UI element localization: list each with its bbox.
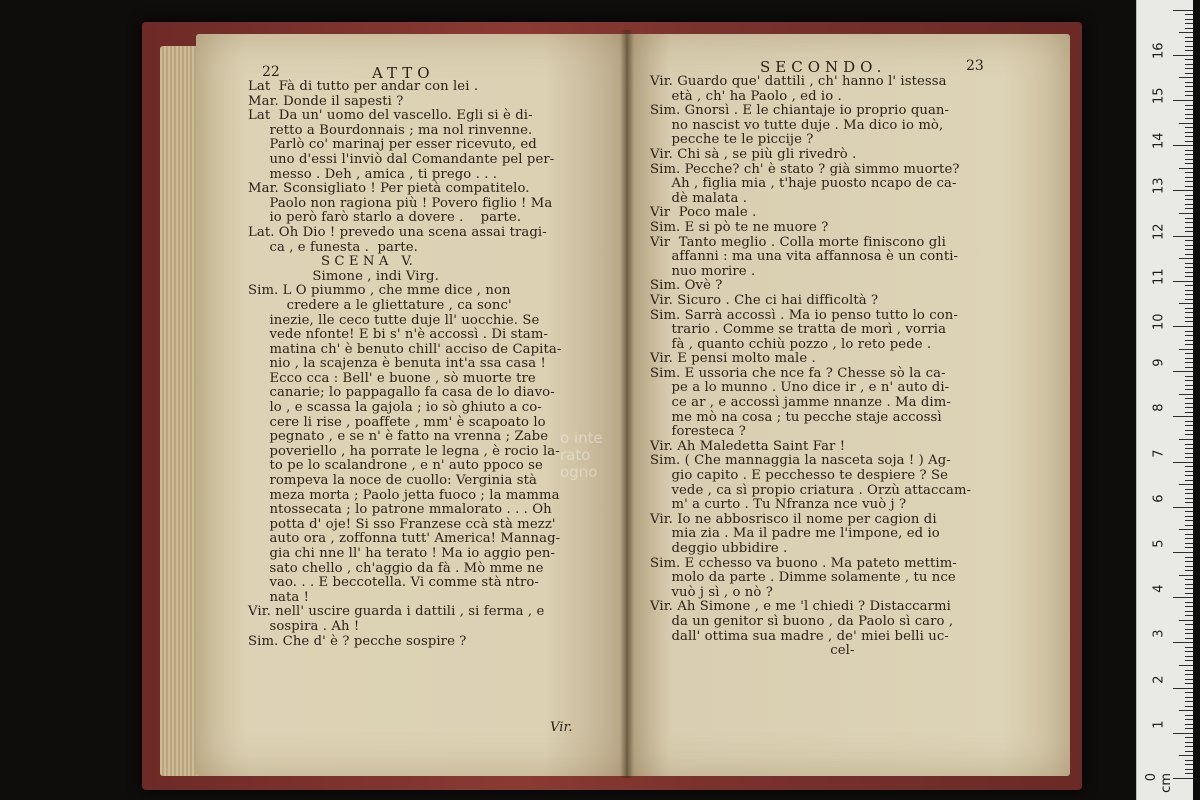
ruler-tick: [1185, 593, 1193, 594]
left-text-line: Sim. L O piummo , che mme dice , non: [248, 283, 511, 299]
ruler-tick: [1173, 552, 1193, 553]
right-text-line: Sim. E cchesso va buono . Ma pateto mettim-: [650, 555, 957, 571]
ruler-tick: [1185, 466, 1193, 467]
ruler-tick: [1185, 547, 1193, 548]
ruler-tick: [1185, 520, 1193, 521]
ruler-tick: [1173, 778, 1193, 779]
ruler-tick: [1179, 349, 1193, 350]
ruler-tick: [1185, 245, 1193, 246]
ruler-tick: [1185, 227, 1193, 228]
ruler-tick: [1185, 186, 1193, 187]
ruler-tick: [1185, 68, 1193, 69]
ruler-tick: [1185, 290, 1193, 291]
ruler-tick: [1185, 321, 1193, 322]
ruler-tick: [1185, 154, 1193, 155]
ruler-tick: [1179, 710, 1193, 711]
right-text-line: Ah , figlia mia , t'haje puosto ncapo de ca-: [650, 176, 957, 192]
ruler-tick: [1185, 19, 1193, 20]
ruler-tick: [1185, 543, 1193, 544]
left-page-number: 22: [262, 64, 280, 80]
ruler-tick: [1179, 123, 1193, 124]
ruler-tick: [1185, 624, 1193, 625]
ruler-label: 2: [1151, 675, 1167, 684]
ruler-tick: [1185, 434, 1193, 435]
right-text-line: Vir. E pensi molto male .: [650, 351, 816, 367]
right-text-line: gio capito . E pecchesso te despiere ? Se: [650, 468, 949, 484]
ruler-tick: [1185, 566, 1193, 567]
ruler-tick: [1185, 249, 1193, 250]
left-text-line: messo . Deh , amica , ti prego . . .: [248, 166, 498, 182]
ruler-tick: [1185, 480, 1193, 481]
ruler-tick: [1185, 516, 1193, 517]
right-text-line: Vir Poco male .: [650, 205, 757, 221]
ruler-tick: [1185, 534, 1193, 535]
right-text-line: Sim. Pecche? ch' è stato ? già simmo muorte?: [650, 161, 960, 177]
ruler-tick: [1185, 23, 1193, 24]
ruler-tick: [1185, 674, 1193, 675]
ruler-tick: [1185, 41, 1193, 42]
ruler-tick: [1185, 109, 1193, 110]
ruler-tick: [1185, 570, 1193, 571]
left-text-line: matina ch' è benuto chill' acciso de Capita-: [248, 341, 562, 357]
ruler-tick: [1185, 701, 1193, 702]
left-text-line: canarie; lo pappagallo fa casa de lo diavo-: [248, 385, 555, 401]
left-text-line: ca , e funesta . parte.: [248, 239, 418, 255]
ruler-tick: [1185, 208, 1193, 209]
catchword: Vir.: [550, 720, 573, 735]
ruler-tick: [1185, 692, 1193, 693]
ruler-tick: [1185, 380, 1193, 381]
ruler-tick: [1185, 430, 1193, 431]
left-text-line: auto ora , zoffonna tutt' America! Mannag-: [248, 531, 561, 547]
ruler-tick: [1173, 642, 1193, 643]
ruler-tick: [1173, 190, 1193, 191]
ruler-tick: [1185, 231, 1193, 232]
left-text-line: Sim. Che d' è ? pecche sospire ?: [248, 633, 467, 649]
ruler-tick: [1185, 697, 1193, 698]
right-text-line: Sim. ( Che mannaggia la nasceta soja ! ) Ag-: [650, 453, 951, 469]
right-text-line: nuo morire .: [650, 263, 756, 279]
right-text-line: Sim. E si pò te ne muore ?: [650, 219, 829, 235]
ruler-tick: [1185, 412, 1193, 413]
right-text-line: pe a lo munno . Uno dice ir , e n' auto di-: [650, 380, 950, 396]
ruler-tick: [1185, 728, 1193, 729]
ruler-tick: [1185, 358, 1193, 359]
ruler-tick: [1185, 471, 1193, 472]
ruler-tick: [1185, 706, 1193, 707]
watermark: o inte rato ogno: [560, 429, 603, 481]
left-text-line: retto a Bourdonnais ; ma nol rinvenne.: [248, 122, 533, 138]
left-text-line: to pe lo scalandrone , e n' auto ppoco se: [248, 458, 543, 474]
ruler-label: 12: [1151, 223, 1167, 240]
ruler-tick: [1185, 651, 1193, 652]
ruler-tick: [1185, 633, 1193, 634]
ruler-tick: [1185, 254, 1193, 255]
ruler-tick: [1185, 222, 1193, 223]
ruler-tick: [1179, 439, 1193, 440]
ruler-tick: [1185, 299, 1193, 300]
ruler-tick: [1185, 670, 1193, 671]
ruler-tick: [1185, 37, 1193, 38]
ruler-tick: [1185, 719, 1193, 720]
right-text-line: no nascist vo tutte duje . Ma dico io mò,: [650, 117, 944, 133]
ruler-tick: [1185, 114, 1193, 115]
ruler-tick: [1185, 105, 1193, 106]
ruler-tick: [1173, 236, 1193, 237]
ruler-tick: [1185, 73, 1193, 74]
left-text-line: rompeva la noce de cuollo: Verginia stà: [248, 473, 537, 489]
ruler-tick: [1185, 177, 1193, 178]
right-text-line: da un genitor sì buono , da Paolo sì caro ,: [650, 613, 954, 629]
ruler-tick: [1185, 118, 1193, 119]
right-text-line: Sim. E ussoria che nce fa ? Chesse sò la ca-: [650, 365, 946, 381]
ruler-tick: [1173, 597, 1193, 598]
ruler-tick: [1185, 50, 1193, 51]
left-text-line: Mar. Sconsigliato ! Per pietà compatitelo.: [248, 181, 530, 197]
left-text-line: io però farò starlo a dovere . parte.: [248, 210, 522, 226]
left-text-line: credere a le gliettature , ca sonc': [248, 297, 512, 313]
ruler-tick: [1185, 660, 1193, 661]
right-text-line: foresteca ?: [650, 424, 746, 440]
ruler-tick: [1185, 656, 1193, 657]
ruler-label: 9: [1151, 358, 1167, 367]
left-text-line: nata !: [248, 589, 310, 605]
left-text-line: meza morta ; Paolo jetta fuoco ; la mamma: [248, 487, 560, 503]
ruler-tick: [1185, 132, 1193, 133]
ruler-tick: [1185, 317, 1193, 318]
right-text-line: Vir. Ah Maledetta Saint Far !: [650, 438, 846, 454]
ruler-label: 13: [1151, 177, 1167, 195]
ruler-tick: [1185, 367, 1193, 368]
ruler-tick: [1185, 453, 1193, 454]
right-text-line: me mò na cosa ; tu pecche staje accossì: [650, 409, 942, 425]
right-text-line: Vir. Guardo que' dattili , ch' hanno l' istessa: [650, 74, 947, 89]
left-text-line: sospira . Ah !: [248, 618, 360, 634]
ruler-label: 5: [1151, 539, 1167, 548]
right-text-line: Vir. Ah Simone , e me 'l chiedi ? Distaccarmi: [650, 599, 951, 615]
ruler-tick: [1185, 267, 1193, 268]
ruler-tick: [1185, 340, 1193, 341]
ruler-tick: [1173, 688, 1193, 689]
ruler-tick: [1185, 389, 1193, 390]
book-gutter: [620, 30, 634, 778]
ruler-tick: [1185, 489, 1193, 490]
right-text-line: m' a curto . Tu Nfranza nce vuò j ?: [650, 497, 907, 513]
ruler-tick: [1173, 145, 1193, 146]
ruler-tick: [1185, 584, 1193, 585]
ruler-tick: [1185, 181, 1193, 182]
ruler-tick: [1185, 457, 1193, 458]
ruler-label: 14: [1151, 132, 1167, 150]
ruler-tick: [1185, 240, 1193, 241]
left-text-line: Lat. Oh Dio ! prevedo una scena assai tragi-: [248, 224, 547, 240]
ruler-tick: [1179, 575, 1193, 576]
ruler-tick: [1185, 647, 1193, 648]
ruler-tick: [1185, 737, 1193, 738]
ruler-tick: [1185, 331, 1193, 332]
right-text-line: Vir. Chi sà , se più gli rivedrò .: [650, 146, 857, 162]
right-text-line: affanni : ma una vita affannosa è un conti-: [650, 249, 959, 265]
ruler-label: 10: [1151, 313, 1167, 331]
ruler-tick: [1179, 665, 1193, 666]
ruler-tick: [1185, 407, 1193, 408]
ruler-tick: [1185, 448, 1193, 449]
ruler-tick: [1173, 507, 1193, 508]
right-text-line: pecche te le piccije ?: [650, 132, 814, 148]
ruler-tick: [1185, 86, 1193, 87]
ruler-tick: [1185, 385, 1193, 386]
left-text-line: poveriello , ha porrate le legna , è rocio la-: [248, 443, 560, 459]
measuring-ruler: [1136, 0, 1193, 800]
ruler-tick: [1185, 764, 1193, 765]
ruler-tick: [1185, 629, 1193, 630]
ruler-tick: [1185, 502, 1193, 503]
ruler-tick: [1185, 602, 1193, 603]
ruler-tick: [1185, 362, 1193, 363]
ruler-tick: [1185, 218, 1193, 219]
right-text-line: Sim. Gnorsì . E le chiantaje io proprio quan-: [650, 103, 950, 119]
ruler-tick: [1185, 91, 1193, 92]
right-text-line: mia zia . Ma il padre me l'impone, ed io: [650, 526, 940, 542]
ruler-tick: [1185, 136, 1193, 137]
ruler-tick: [1185, 444, 1193, 445]
left-text-line: uno d'essi l'inviò dal Comandante pel per-: [248, 151, 555, 167]
ruler-tick: [1179, 32, 1193, 33]
ruler-tick: [1185, 199, 1193, 200]
left-text-line: Mar. Donde il sapesti ?: [248, 93, 404, 109]
ruler-tick: [1173, 10, 1193, 11]
ruler-label: 1: [1151, 720, 1167, 729]
right-text-line: fà , quanto cchiù pozzo , lo reto pede .: [650, 336, 932, 352]
ruler-tick: [1185, 561, 1193, 562]
right-text-line: vuò j sì , o nò ?: [650, 584, 773, 600]
ruler-tick: [1185, 276, 1193, 277]
right-text-line: Vir Tanto meglio . Colla morte finiscono gli: [650, 234, 946, 250]
right-text-line: dall' ottima sua madre , de' miei belli uc-: [650, 628, 949, 644]
ruler-label: 0 cm: [1144, 773, 1174, 793]
left-text-line: sato chello , ch'aggio da fà . Mò mme ne: [248, 560, 544, 576]
ruler-tick: [1173, 55, 1193, 56]
ruler-tick: [1185, 615, 1193, 616]
ruler-tick: [1179, 394, 1193, 395]
ruler-tick: [1185, 376, 1193, 377]
ruler-label: 16: [1151, 42, 1167, 59]
left-text-line: Lat Fà di tutto per andar con lei .: [248, 79, 479, 94]
left-page-body: [248, 80, 561, 649]
ruler-tick: [1185, 150, 1193, 151]
ruler-tick: [1185, 421, 1193, 422]
left-text-line: gia chi nne ll' ha terato ! Ma io aggio pen-: [248, 546, 556, 561]
ruler-tick: [1185, 751, 1193, 752]
ruler-tick: [1185, 746, 1193, 747]
ruler-tick: [1179, 484, 1193, 485]
ruler-tick: [1185, 579, 1193, 580]
ruler-tick: [1185, 335, 1193, 336]
ruler-tick: [1185, 588, 1193, 589]
ruler-tick: [1185, 679, 1193, 680]
right-page-body: [650, 75, 971, 659]
ruler-tick: [1185, 353, 1193, 354]
ruler-tick: [1185, 344, 1193, 345]
ruler-tick: [1185, 272, 1193, 273]
ruler-tick: [1185, 606, 1193, 607]
ruler-tick: [1179, 77, 1193, 78]
left-text-line: lo , e scassa la gajola ; io sò ghiuto a co-: [248, 400, 542, 416]
ruler-tick: [1185, 742, 1193, 743]
right-text-line: Sim. Ovè ?: [650, 278, 723, 294]
right-text-line: ce ar , e accossì jamme nnanze . Ma dim-: [650, 395, 951, 411]
right-page-number: 23: [966, 58, 984, 74]
ruler-tick: [1173, 326, 1193, 327]
ruler-tick: [1185, 172, 1193, 173]
left-text-line: Ecco cca : Bell' e buone , sò muorte tre: [248, 370, 536, 386]
right-text-line: Sim. Sarrà accossì . Ma io penso tutto lo con-: [650, 307, 958, 323]
right-text-line: dè malata .: [650, 190, 747, 206]
ruler-tick: [1179, 258, 1193, 259]
ruler-tick: [1173, 733, 1193, 734]
left-text-line: nio , la scajenza è benuta int'a ssa casa !: [248, 356, 546, 372]
ruler-tick: [1185, 82, 1193, 83]
ruler-label: 15: [1151, 87, 1167, 105]
left-text-line: Paolo non ragiona più ! Povero figlio ! Ma: [248, 195, 553, 211]
ruler-tick: [1185, 398, 1193, 399]
ruler-tick: [1185, 14, 1193, 15]
right-text-line: cel-: [650, 643, 855, 659]
ruler-tick: [1185, 195, 1193, 196]
ruler-tick: [1185, 638, 1193, 639]
ruler-tick: [1185, 95, 1193, 96]
ruler-tick: [1185, 760, 1193, 761]
left-text-line: inezie, lle ceco tutte duje ll' uocchie. Se: [248, 312, 540, 328]
ruler-tick: [1185, 715, 1193, 716]
right-text-line: età , ch' ha Paolo , ed io .: [650, 88, 842, 104]
ruler-tick: [1185, 611, 1193, 612]
right-text-line: molo da parte . Dimme solamente , tu nce: [650, 570, 956, 586]
ruler-tick: [1185, 308, 1193, 309]
left-text-line: potta d' oje! Si sso Franzese ccà stà mezz': [248, 516, 556, 532]
ruler-tick: [1185, 28, 1193, 29]
ruler-tick: [1185, 498, 1193, 499]
right-text-line: Vir. Sicuro . Che ci hai difficoltà ?: [650, 292, 879, 308]
ruler-tick: [1185, 493, 1193, 494]
right-text-line: Vir. Io ne abbosrisco il nome per cagion di: [650, 511, 937, 527]
ruler-label: 11: [1151, 268, 1167, 285]
ruler-tick: [1185, 538, 1193, 539]
right-text-line: deggio ubbidire .: [650, 541, 788, 556]
ruler-tick: [1179, 620, 1193, 621]
ruler-tick: [1185, 64, 1193, 65]
ruler-label: 8: [1151, 403, 1167, 413]
ruler-tick: [1185, 557, 1193, 558]
ruler-tick: [1179, 213, 1193, 214]
left-text-line: cere li rise , poaffete , mm' è scapoato lo: [248, 414, 546, 430]
ruler-tick: [1173, 100, 1193, 101]
left-text-line: Vir. nell' uscire guarda i dattili , si ferma , e: [248, 604, 545, 620]
left-running-header: ATTO: [372, 64, 435, 82]
ruler-tick: [1185, 59, 1193, 60]
left-text-line: ntossecata ; lo patrone mmalorato . . . Oh: [248, 502, 552, 518]
ruler-label: 6: [1151, 494, 1167, 503]
ruler-tick: [1185, 46, 1193, 47]
ruler-tick: [1185, 475, 1193, 476]
ruler-tick: [1173, 371, 1193, 372]
ruler-label: 3: [1151, 629, 1167, 639]
ruler-tick: [1179, 755, 1193, 756]
left-text-line: vede nfonte! E bi s' n'è accossì . Di stam-: [248, 327, 548, 343]
ruler-tick: [1179, 529, 1193, 530]
ruler-tick: [1185, 773, 1193, 774]
ruler-tick: [1185, 263, 1193, 264]
left-text-line: Simone , indi Virg.: [248, 268, 439, 284]
ruler-tick: [1185, 141, 1193, 142]
right-running-header: SECONDO.: [760, 58, 887, 76]
ruler-label: 7: [1151, 449, 1167, 458]
ruler-tick: [1185, 525, 1193, 526]
right-text-line: trario . Comme se tratta de morì , vorria: [650, 322, 947, 338]
ruler-tick: [1185, 163, 1193, 164]
ruler-tick: [1185, 127, 1193, 128]
ruler-tick: [1179, 168, 1193, 169]
ruler-tick: [1185, 204, 1193, 205]
ruler-tick: [1185, 285, 1193, 286]
ruler-tick: [1185, 159, 1193, 160]
ruler-tick: [1173, 416, 1193, 417]
ruler-tick: [1185, 312, 1193, 313]
ruler-tick: [1185, 769, 1193, 770]
ruler-label: 4: [1151, 584, 1167, 593]
ruler-tick: [1173, 462, 1193, 463]
ruler-tick: [1185, 294, 1193, 295]
ruler-tick: [1185, 724, 1193, 725]
ruler-tick: [1185, 511, 1193, 512]
ruler-tick: [1185, 403, 1193, 404]
left-text-line: S C E N A V.: [248, 254, 413, 270]
right-text-line: vede , ca sì propio criatura . Orzù attaccam-: [650, 482, 972, 498]
left-text-line: Lat Da un' uomo del vascello. Egli si è di-: [248, 108, 533, 124]
left-text-line: pegnato , e se n' è fatto na vrenna ; Zabe: [248, 429, 549, 445]
ruler-tick: [1185, 425, 1193, 426]
ruler-tick: [1179, 303, 1193, 304]
ruler-tick: [1185, 683, 1193, 684]
ruler-tick: [1173, 281, 1193, 282]
left-text-line: vao. . . E beccotella. Vi comme stà ntro-: [248, 575, 539, 591]
left-text-line: Parlò co' marinaj per esser ricevuto, ed: [248, 137, 537, 153]
